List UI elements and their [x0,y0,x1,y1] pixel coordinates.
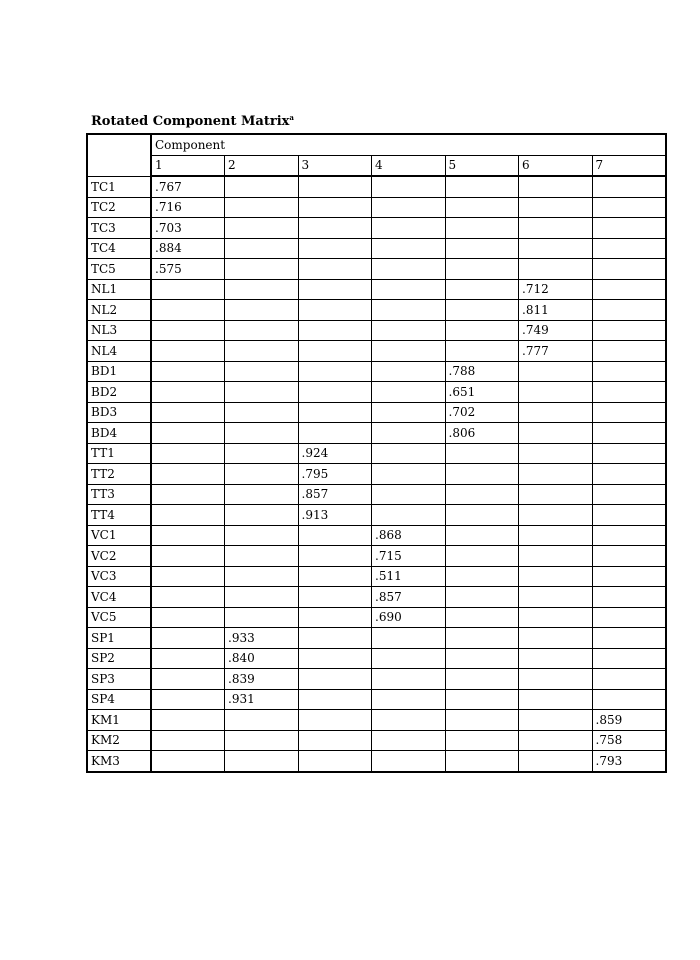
row-label-cell: SP4 [87,689,151,710]
table-title-footnote-marker: a [289,113,294,122]
table-row [87,525,666,546]
loading-cell [592,464,666,485]
loading-cell [445,546,519,567]
matrix-body [87,176,666,772]
row-label-cell: TT3 [87,484,151,505]
component-number-cell: 1 [151,155,225,176]
loading-cell [372,484,446,505]
loading-cell [225,361,299,382]
loading-cell [151,402,225,423]
row-label-cell: VC2 [87,546,151,567]
loading-cell [519,464,593,485]
loading-cell: .857 [372,587,446,608]
loading-cell [445,279,519,300]
loading-cell [519,566,593,587]
loading-cell [519,730,593,751]
loading-cell [445,300,519,321]
loading-cell [151,689,225,710]
table-row [87,628,666,649]
loading-cell [592,423,666,444]
loading-cell [151,341,225,362]
table-row [87,361,666,382]
row-label-cell: SP1 [87,628,151,649]
loading-cell: .868 [372,525,446,546]
loading-cell [225,710,299,731]
loading-cell [372,320,446,341]
loading-cell [445,218,519,239]
loading-cell [298,402,372,423]
loading-cell [225,238,299,259]
loading-cell: .913 [298,505,372,526]
table-row [87,197,666,218]
loading-cell [225,525,299,546]
loading-cell [151,546,225,567]
loading-cell [445,607,519,628]
table-row [87,689,666,710]
row-label-cell: KM1 [87,710,151,731]
loading-cell [151,607,225,628]
loading-cell [372,197,446,218]
row-label-cell: BD2 [87,382,151,403]
header-row-component [87,134,666,155]
table-row [87,402,666,423]
loading-cell [445,238,519,259]
row-label-cell: KM2 [87,730,151,751]
loading-cell: .884 [151,238,225,259]
loading-cell [298,361,372,382]
loading-cell [519,607,593,628]
loading-cell [298,525,372,546]
loading-cell [151,628,225,649]
loading-cell [225,218,299,239]
loading-cell [151,730,225,751]
loading-cell [592,443,666,464]
loading-cell [298,669,372,690]
loading-cell [372,361,446,382]
loading-cell: .651 [445,382,519,403]
loading-cell [519,484,593,505]
loading-cell [445,751,519,772]
loading-cell [225,566,299,587]
loading-cell [519,197,593,218]
loading-cell [592,259,666,280]
loading-cell [519,402,593,423]
loading-cell [298,607,372,628]
loading-cell [445,505,519,526]
row-label-cell: VC4 [87,587,151,608]
loading-cell [519,628,593,649]
loading-cell [372,218,446,239]
loading-cell [592,361,666,382]
loading-cell [592,176,666,197]
loading-cell [151,751,225,772]
table-row [87,176,666,197]
loading-cell [225,197,299,218]
table-row [87,320,666,341]
table-row [87,607,666,628]
component-number-cell: 7 [592,155,666,176]
row-label-cell: TC2 [87,197,151,218]
loading-cell [151,648,225,669]
loading-cell [445,259,519,280]
table-title [91,113,294,129]
loading-cell: .933 [225,628,299,649]
rotated-component-matrix-table [86,133,667,773]
loading-cell [445,197,519,218]
loading-cell [445,443,519,464]
loading-cell [372,689,446,710]
loading-cell [372,751,446,772]
loading-cell [225,320,299,341]
loading-cell [298,259,372,280]
loading-cell [372,382,446,403]
loading-cell [519,259,593,280]
table-row [87,484,666,505]
loading-cell [372,259,446,280]
loading-cell [298,730,372,751]
loading-cell: .702 [445,402,519,423]
loading-cell [225,300,299,321]
loading-cell [592,628,666,649]
table-row [87,279,666,300]
loading-cell [519,546,593,567]
loading-cell [445,176,519,197]
row-label-cell: NL2 [87,300,151,321]
loading-cell [445,730,519,751]
loading-cell [151,525,225,546]
loading-cell [298,566,372,587]
loading-cell: .703 [151,218,225,239]
loading-cell [225,546,299,567]
table-row [87,669,666,690]
row-label-cell: BD1 [87,361,151,382]
loading-cell [519,238,593,259]
loading-cell [592,607,666,628]
table-row [87,751,666,772]
loading-cell [372,730,446,751]
row-label-cell: SP2 [87,648,151,669]
loading-cell [592,218,666,239]
loading-cell: .806 [445,423,519,444]
loading-cell: .840 [225,648,299,669]
loading-cell [445,648,519,669]
loading-cell [519,176,593,197]
component-number-cell: 3 [298,155,372,176]
loading-cell [151,382,225,403]
component-number-cell: 5 [445,155,519,176]
table-title-text: Rotated Component Matrix [91,114,290,129]
loading-cell [592,279,666,300]
loading-cell [151,423,225,444]
table-row [87,730,666,751]
loading-cell [445,484,519,505]
loading-cell [592,689,666,710]
loading-cell [151,669,225,690]
loading-cell [445,525,519,546]
row-label-cell: TT4 [87,505,151,526]
table-row [87,587,666,608]
loading-cell [298,382,372,403]
loading-cell [519,689,593,710]
table-row [87,443,666,464]
loading-cell [225,402,299,423]
loading-cell [519,505,593,526]
loading-cell [225,505,299,526]
loading-cell [372,710,446,731]
loading-cell: .767 [151,176,225,197]
row-label-cell: NL3 [87,320,151,341]
loading-cell [151,361,225,382]
loading-cell [519,525,593,546]
table-row [87,710,666,731]
loading-cell [592,300,666,321]
loading-cell [519,751,593,772]
loading-cell [592,546,666,567]
loading-cell [445,464,519,485]
loading-cell [592,197,666,218]
table-row [87,546,666,567]
loading-cell: .795 [298,464,372,485]
loading-cell [372,648,446,669]
loading-cell: .859 [592,710,666,731]
loading-cell [445,341,519,362]
loading-cell [298,628,372,649]
row-label-cell: TT2 [87,464,151,485]
loading-cell [519,648,593,669]
row-label-cell: BD3 [87,402,151,423]
loading-cell [372,423,446,444]
loading-cell [151,464,225,485]
loading-cell: .749 [519,320,593,341]
loading-cell [519,382,593,403]
loading-cell [151,566,225,587]
loading-cell [372,505,446,526]
loading-cell: .777 [519,341,593,362]
loading-cell [372,279,446,300]
loading-cell [298,176,372,197]
loading-cell [592,484,666,505]
table-row [87,218,666,239]
loading-cell [298,238,372,259]
loading-cell: .924 [298,443,372,464]
loading-cell [372,402,446,423]
loading-cell [445,587,519,608]
loading-cell [592,525,666,546]
table-row [87,464,666,485]
loading-cell [445,628,519,649]
table-row [87,259,666,280]
loading-cell [372,464,446,485]
row-label-cell: NL1 [87,279,151,300]
row-label-cell: VC1 [87,525,151,546]
table-row [87,300,666,321]
loading-cell [445,669,519,690]
row-label-cell: TC4 [87,238,151,259]
loading-cell [445,689,519,710]
loading-cell [519,669,593,690]
loading-cell: .715 [372,546,446,567]
loading-cell [225,279,299,300]
loading-cell [225,484,299,505]
loading-cell [445,566,519,587]
loading-cell [372,443,446,464]
row-label-cell: TT1 [87,443,151,464]
loading-cell [372,669,446,690]
loading-cell [519,443,593,464]
loading-cell [225,176,299,197]
loading-cell [225,423,299,444]
loading-cell [225,587,299,608]
corner-cell [87,134,151,176]
loading-cell [372,300,446,321]
loading-cell [225,341,299,362]
loading-cell [592,341,666,362]
loading-cell [298,546,372,567]
loading-cell: .690 [372,607,446,628]
component-number-cell: 6 [519,155,593,176]
loading-cell [445,320,519,341]
loading-cell [225,259,299,280]
loading-cell [592,505,666,526]
component-header-cell: Component [151,134,666,155]
loading-cell [372,341,446,362]
loading-cell [151,320,225,341]
loading-cell [151,300,225,321]
loading-cell [592,669,666,690]
loading-cell [225,443,299,464]
loading-cell [151,710,225,731]
loading-cell: .857 [298,484,372,505]
loading-cell [298,648,372,669]
component-number-cell: 4 [372,155,446,176]
table-row [87,341,666,362]
loading-cell [592,648,666,669]
loading-cell [298,279,372,300]
row-label-cell: TC5 [87,259,151,280]
row-label-cell: VC5 [87,607,151,628]
loading-cell [225,382,299,403]
row-label-cell: TC1 [87,176,151,197]
row-label-cell: KM3 [87,751,151,772]
row-label-cell: BD4 [87,423,151,444]
loading-cell [519,587,593,608]
table-row [87,566,666,587]
loading-cell: .716 [151,197,225,218]
loading-cell [298,423,372,444]
loading-cell: .931 [225,689,299,710]
loading-cell [592,402,666,423]
loading-cell: .511 [372,566,446,587]
loading-cell [151,484,225,505]
loading-cell [298,689,372,710]
loading-cell [592,587,666,608]
loading-cell [298,218,372,239]
loading-cell [372,176,446,197]
loading-cell [298,197,372,218]
loading-cell: .788 [445,361,519,382]
row-label-cell: NL4 [87,341,151,362]
loading-cell: .793 [592,751,666,772]
component-number-cell: 2 [225,155,299,176]
loading-cell [298,320,372,341]
table-row [87,423,666,444]
loading-cell [372,238,446,259]
loading-cell [592,382,666,403]
loading-cell [519,710,593,731]
loading-cell [519,423,593,444]
loading-cell [519,218,593,239]
loading-cell [151,279,225,300]
loading-cell [445,710,519,731]
row-label-cell: SP3 [87,669,151,690]
loading-cell: .811 [519,300,593,321]
loading-cell [225,751,299,772]
loading-cell [298,300,372,321]
loading-cell [298,751,372,772]
loading-cell [592,566,666,587]
loading-cell: .758 [592,730,666,751]
loading-cell [519,361,593,382]
table-row [87,505,666,526]
row-label-cell: VC3 [87,566,151,587]
loading-cell [298,587,372,608]
table-row [87,382,666,403]
loading-cell [225,607,299,628]
loading-cell: .839 [225,669,299,690]
loading-cell [592,238,666,259]
table-row [87,238,666,259]
loading-cell [151,443,225,464]
table-row [87,648,666,669]
loading-cell [372,628,446,649]
header-row-component-numbers [87,155,666,176]
loading-cell [592,320,666,341]
loading-cell [151,505,225,526]
loading-cell [298,341,372,362]
loading-cell: .712 [519,279,593,300]
loading-cell [151,587,225,608]
loading-cell: .575 [151,259,225,280]
row-label-cell: TC3 [87,218,151,239]
loading-cell [225,730,299,751]
loading-cell [298,710,372,731]
loading-cell [225,464,299,485]
